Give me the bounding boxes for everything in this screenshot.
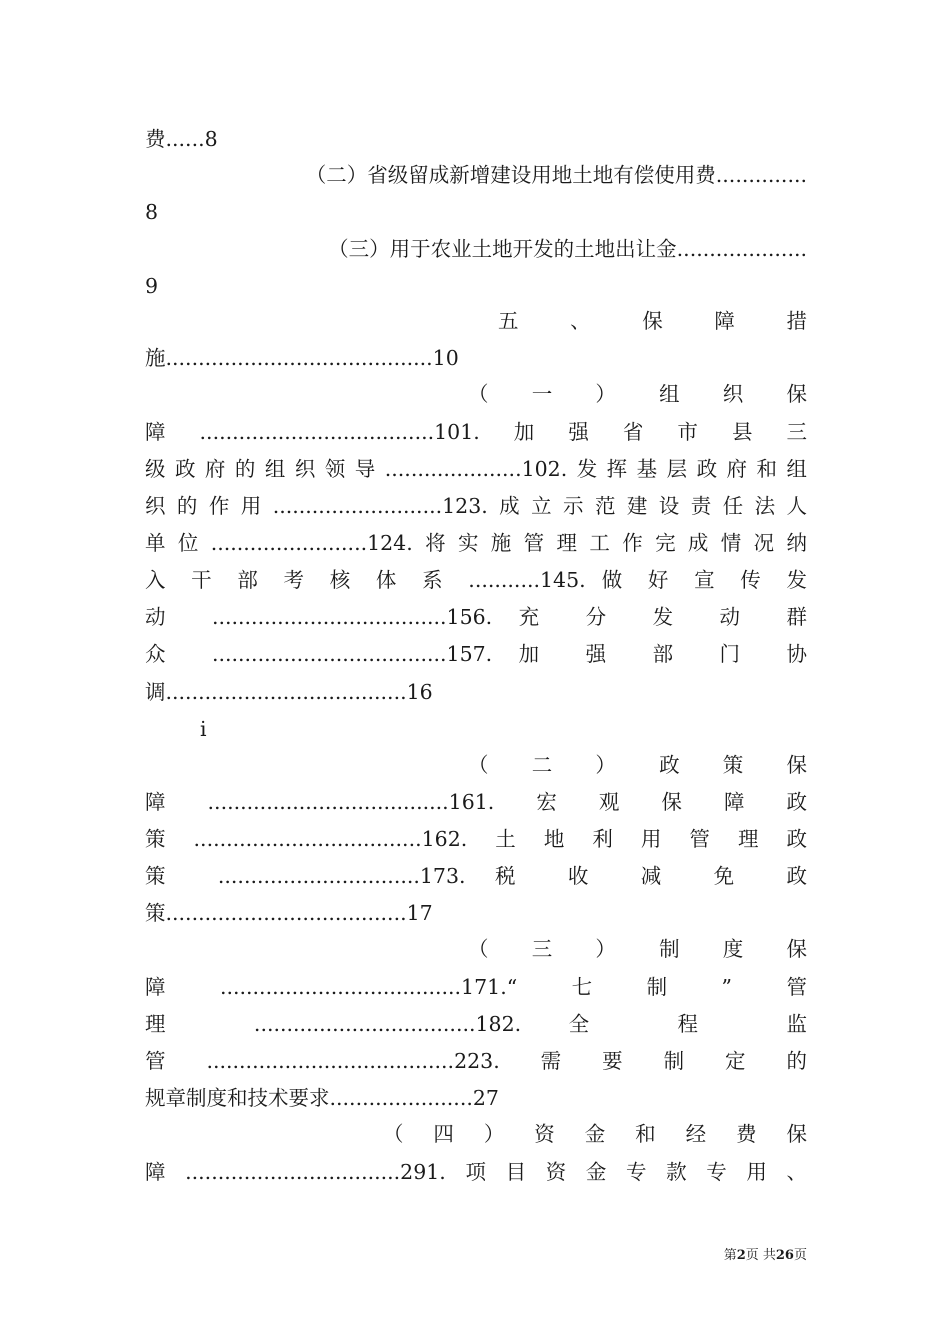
page-footer	[600, 1247, 807, 1265]
footer-page-number: 2	[736, 1248, 746, 1263]
toc-line: 障.....................................171.“七制”管	[145, 975, 807, 999]
toc-line: 织的作用..........................123.成立示范建设责任法人	[145, 494, 807, 518]
toc-line: 动 ....................................156. 充 分 发 动 群	[145, 605, 807, 629]
footer-suffix: 页	[793, 1248, 807, 1263]
toc-line: 9	[145, 274, 159, 298]
toc-line: 理 ..................................182. 全 程 监	[145, 1012, 807, 1036]
toc-subsection-heading: （ 二 ） 政 策 保	[468, 753, 807, 777]
toc-line: 策.....................................17	[145, 901, 433, 925]
toc-section-heading: 五 、 保 障 措	[498, 309, 807, 333]
toc-line: 入 干 部 考 核 体 系 ...........145. 做 好 宣 传 发	[145, 568, 807, 592]
page-roman-numeral: i	[200, 717, 207, 741]
footer-total-pages: 26	[775, 1248, 794, 1263]
toc-line: 8	[145, 200, 159, 224]
toc-line: 费......8	[145, 127, 218, 151]
toc-line: （二）省级留成新增建设用地土地有偿使用费..............	[305, 163, 807, 187]
toc-line: 调.....................................16	[145, 680, 433, 704]
toc-line: 策...................................162.土地利用管理政	[145, 827, 807, 851]
toc-line: 障....................................101.加强省市县三	[145, 420, 807, 444]
toc-subsection-heading: （ 一 ） 组 织 保	[468, 382, 807, 406]
toc-subsection-heading: （ 四 ） 资 金 和 经 费 保	[383, 1122, 807, 1146]
footer-prefix: 第	[723, 1248, 737, 1263]
toc-line: 级政府的组织领导.....................102.发挥基层政府和组	[145, 457, 807, 481]
toc-line: 障.....................................161.宏观保障政	[145, 790, 807, 814]
toc-line: 障.................................291.项目资金专款专用、	[145, 1160, 807, 1184]
toc-line: 管......................................223.需要制定的	[145, 1049, 807, 1073]
toc-line: 策 ...............................173. 税 收 减 免 政	[145, 864, 807, 888]
toc-line: 施.........................................10	[145, 346, 459, 370]
toc-subsection-heading: （ 三 ） 制 度 保	[468, 937, 807, 961]
footer-middle: 页 共	[745, 1248, 776, 1263]
toc-line: 规章制度和技术要求......................27	[145, 1086, 499, 1110]
toc-line: （三）用于农业土地开发的土地出让金....................	[328, 237, 807, 261]
toc-line: 单位........................124.将实施管理工作完成情况纳	[145, 531, 807, 555]
toc-line: 众 ....................................157. 加 强 部 门 协	[145, 642, 807, 666]
